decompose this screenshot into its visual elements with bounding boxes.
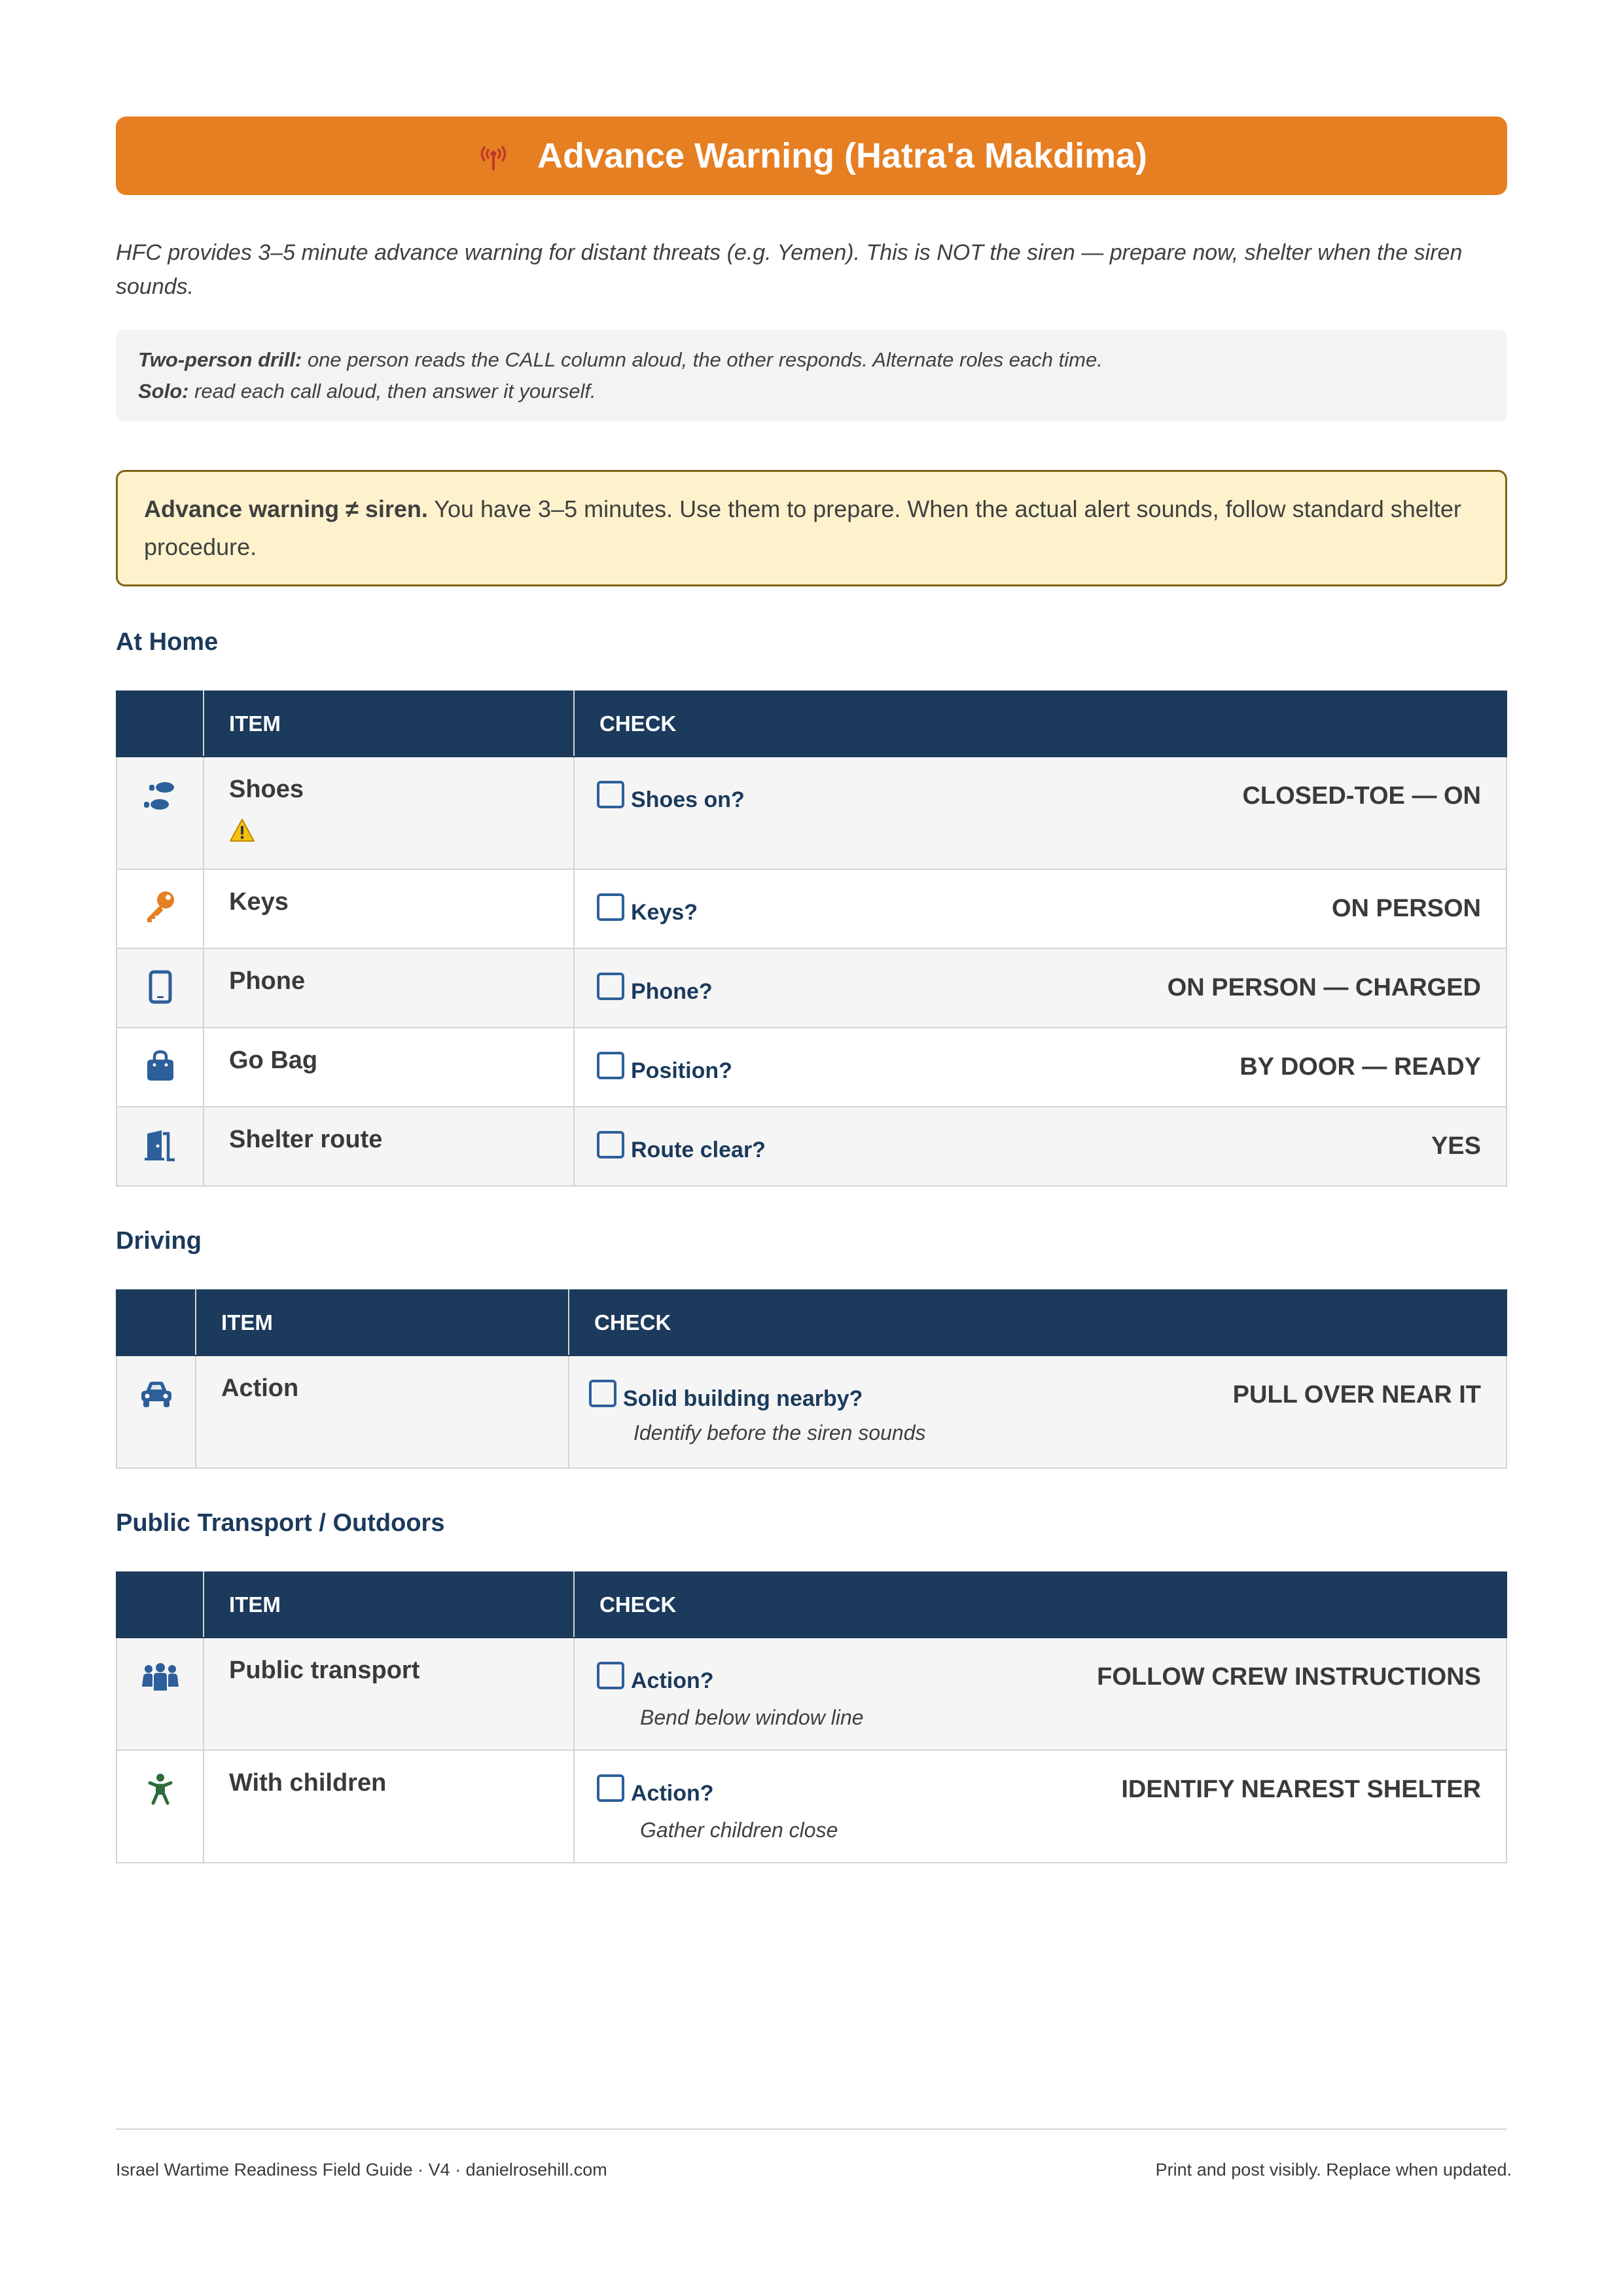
check-line xyxy=(575,1028,1506,1084)
title-banner xyxy=(116,117,1507,195)
table-header-row xyxy=(116,1572,1507,1638)
footer-divider xyxy=(116,2128,1507,2130)
car-icon xyxy=(139,1380,173,1408)
check-answer: CLOSED-TOE — ON xyxy=(1242,782,1481,810)
table-header-row xyxy=(116,1290,1507,1355)
check-line xyxy=(575,1638,1506,1694)
item-label: With children xyxy=(229,1769,387,1797)
siren-note xyxy=(116,470,1507,586)
two-person-drill xyxy=(138,344,1485,376)
check-question: Shoes on? xyxy=(631,787,745,812)
table-row xyxy=(116,1355,1507,1468)
header-item: ITEM xyxy=(204,1572,574,1638)
two-person-label: Two-person drill: xyxy=(138,348,302,371)
header-check: CHECK xyxy=(569,1290,1507,1355)
checkbox[interactable] xyxy=(597,1131,624,1158)
section-heading-driving: Driving xyxy=(116,1227,202,1255)
mobile-phone-icon xyxy=(149,970,172,1004)
table-header-row xyxy=(116,691,1507,757)
checkbox[interactable] xyxy=(597,1052,624,1079)
checklist-driving xyxy=(116,1289,1507,1469)
check-subtext: Gather children close xyxy=(640,1818,838,1842)
item-label: Public transport xyxy=(229,1657,420,1684)
check-question: Action? xyxy=(631,1781,714,1806)
checkbox[interactable] xyxy=(597,1662,624,1689)
intro-text: HFC provides 3–5 minute advance warning for distant threats (e.g. Yemen). This is NOT the siren — prepare now, shelter when the siren sounds. xyxy=(116,240,1463,299)
item-label: Keys xyxy=(229,888,289,916)
drill-instructions xyxy=(116,330,1507,422)
checkbox[interactable] xyxy=(589,1380,616,1407)
checkbox[interactable] xyxy=(597,973,624,1000)
check-line xyxy=(575,949,1506,1005)
checkbox[interactable] xyxy=(597,1774,624,1802)
check-question: Phone? xyxy=(631,979,713,1004)
solo-text: read each call aloud, then answer it yourself. xyxy=(188,380,596,403)
broadcast-antenna-icon xyxy=(476,138,511,173)
check-answer: IDENTIFY NEAREST SHELTER xyxy=(1121,1776,1481,1803)
page-title: Advance Warning (Hatra'a Makdima) xyxy=(537,136,1148,175)
checkbox[interactable] xyxy=(597,893,624,921)
check-subtext: Identify before the siren sounds xyxy=(633,1421,926,1444)
solo-drill xyxy=(138,376,1485,407)
item-label: Shelter route xyxy=(229,1126,383,1153)
note-bold: Advance warning ≠ siren. xyxy=(144,495,428,522)
check-line xyxy=(575,1751,1506,1806)
check-question: Keys? xyxy=(631,900,698,925)
item-label: Action xyxy=(221,1374,299,1402)
check-question: Solid building nearby? xyxy=(623,1386,863,1411)
check-line xyxy=(575,1107,1506,1163)
check-question: Route clear? xyxy=(631,1138,766,1162)
warning-icon xyxy=(229,818,255,843)
check-answer: PULL OVER NEAR IT xyxy=(1232,1381,1481,1408)
check-line xyxy=(575,757,1506,813)
solo-label: Solo: xyxy=(138,380,189,403)
check-question: Position? xyxy=(631,1058,732,1083)
check-answer: FOLLOW CREW INSTRUCTIONS xyxy=(1097,1663,1481,1691)
header-item: ITEM xyxy=(196,1290,569,1355)
checkbox[interactable] xyxy=(597,781,624,808)
bag-icon xyxy=(145,1049,175,1082)
shoe-prints-icon xyxy=(143,780,178,815)
check-answer: YES xyxy=(1431,1132,1481,1160)
table-row xyxy=(116,1638,1507,1750)
check-line xyxy=(569,1356,1506,1412)
table-row xyxy=(116,1107,1507,1186)
two-person-text: one person reads the CALL column aloud, the other responds. Alternate roles each time. xyxy=(302,348,1103,371)
header-icon-col xyxy=(116,1290,196,1355)
check-answer: ON PERSON — CHARGED xyxy=(1167,974,1481,1001)
section-heading-public-transport: Public Transport / Outdoors xyxy=(116,1509,445,1537)
check-question: Action? xyxy=(631,1668,714,1693)
header-item: ITEM xyxy=(204,691,574,757)
header-check: CHECK xyxy=(574,1572,1507,1638)
item-label: Shoes xyxy=(229,776,304,803)
check-answer: ON PERSON xyxy=(1331,895,1481,922)
footer-source: Israel Wartime Readiness Field Guide · V4 · danielrosehill.com xyxy=(116,2160,607,2179)
checklist-at-home xyxy=(116,691,1507,1187)
item-label: Go Bag xyxy=(229,1047,318,1074)
header-icon-col xyxy=(116,691,204,757)
table-row xyxy=(116,869,1507,948)
note-text: You have 3–5 minutes. Use them to prepare. When the actual alert sounds, follow standard shelter procedure. xyxy=(144,495,1461,560)
table-row xyxy=(116,1750,1507,1863)
people-group-icon xyxy=(141,1663,180,1692)
table-row xyxy=(116,1028,1507,1107)
item-label: Phone xyxy=(229,967,306,995)
page xyxy=(116,117,1507,1863)
footer-instruction: Print and post visibly. Replace when updated. xyxy=(1155,2160,1512,2179)
table-row xyxy=(116,757,1507,869)
check-subtext: Bend below window line xyxy=(640,1706,864,1729)
child-icon xyxy=(147,1773,173,1806)
check-answer: BY DOOR — READY xyxy=(1240,1053,1481,1081)
checklist-public-transport xyxy=(116,1571,1507,1863)
header-check: CHECK xyxy=(574,691,1507,757)
door-exit-icon xyxy=(143,1128,177,1162)
table-row xyxy=(116,948,1507,1028)
section-heading-at-home: At Home xyxy=(116,628,219,656)
header-icon-col xyxy=(116,1572,204,1638)
check-line xyxy=(575,870,1506,925)
key-icon xyxy=(143,889,177,924)
